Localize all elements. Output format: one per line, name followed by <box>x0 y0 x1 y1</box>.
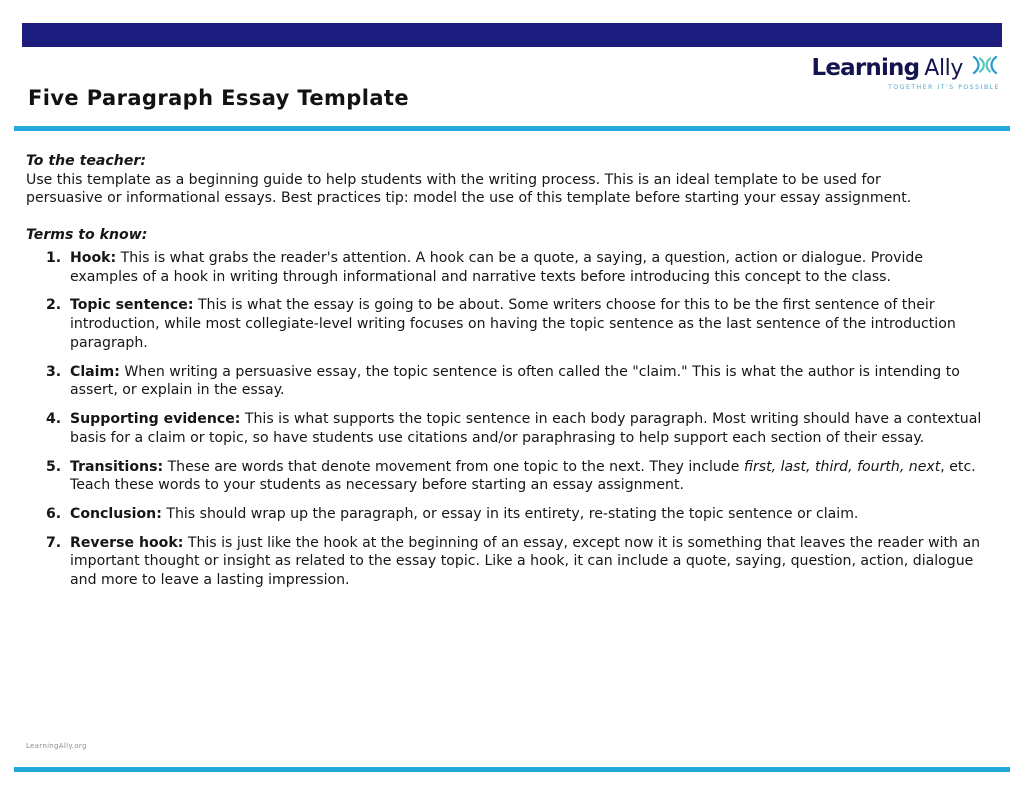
learning-ally-logo <box>811 54 1000 91</box>
list-item <box>26 505 994 524</box>
list-item <box>26 458 994 495</box>
intro-paragraph: Use this template as a beginning guide to help students with the writing process. This is an ideal template to be used for persuasive or informational essays. Best practices tip: model the use of this template before starting your essay assignment. <box>26 171 912 207</box>
sound-wave-icon <box>970 54 1000 79</box>
list-item-term: Topic sentence: <box>70 297 194 314</box>
list-item-number: 6. <box>46 506 62 523</box>
list-item-number: 3. <box>46 363 62 380</box>
list-item-number: 4. <box>46 411 62 428</box>
list-item <box>26 410 994 447</box>
document-body <box>26 152 994 600</box>
list-item-number: 7. <box>46 534 62 551</box>
list-item-body: This is what grabs the reader's attention. A hook can be a quote, a saying, a question, action or dialogue. Provide examples of a hook in writing through informational and narrative texts before introducing this concept to the class. <box>70 249 923 285</box>
terms-list <box>26 249 994 590</box>
list-item-body: When writing a persuasive essay, the topic sentence is often called the "claim." This is what the author is intending to assert, or explain in the essay. <box>70 363 960 399</box>
logo-wordmark <box>811 54 1000 81</box>
list-item-body: This is what supports the topic sentence in each body paragraph. Most writing should have a contextual basis for a claim or topic, so have students use citations and/or paraphrasing to help support each section of their essay. <box>70 411 982 446</box>
list-item-body-italic: first, last, third, fourth, next <box>743 458 941 475</box>
list-item-body: This should wrap up the paragraph, or essay in its entirety, re-stating the topic sentence or claim. <box>161 506 859 523</box>
list-item-term: Supporting evidence: <box>70 411 241 428</box>
list-item <box>26 363 994 400</box>
intro-heading: To the teacher: <box>26 153 146 169</box>
list-item-term: Transitions: <box>70 458 164 475</box>
list-item-body: This is just like the hook at the beginning of an essay, except now it is something that leaves the reader with an important thought or insight as related to the essay topic. Like a hook, it can include a quote, saying, question, action, dialogue and more to leave a lasting impression. <box>70 534 981 589</box>
list-item <box>26 534 994 590</box>
list-item-term: Reverse hook: <box>70 534 184 551</box>
list-item-number: 2. <box>46 297 62 314</box>
terms-heading: Terms to know: <box>26 227 148 244</box>
logo-word-learning: Learning <box>811 55 920 81</box>
list-item <box>26 249 994 286</box>
logo-tagline: TOGETHER IT'S POSSIBLE <box>888 84 1000 91</box>
list-item-term: Conclusion: <box>70 506 162 523</box>
footer-site-label: LearningAlly.org <box>26 742 87 750</box>
header-navy-bar <box>22 23 1002 47</box>
list-item-term: Claim: <box>70 363 120 380</box>
list-item-body-before: These are words that denote movement from one topic to the next. They include <box>163 458 744 475</box>
page-title: Five Paragraph Essay Template <box>28 86 409 110</box>
list-item <box>26 296 994 352</box>
logo-word-ally: Ally <box>924 56 963 81</box>
accent-rule-top <box>14 126 1010 131</box>
accent-rule-bottom <box>14 767 1010 772</box>
list-item-body-after: , etc. Teach these words to your students as necessary before starting an essay assignment. <box>70 458 976 494</box>
list-item-number: 1. <box>46 249 62 266</box>
list-item-body: This is what the essay is going to be about. Some writers choose for this to be the first sentence of their introduction, while most collegiate-level writing focuses on having the topic sentence as the last sentence of the introduction paragraph. <box>70 297 956 351</box>
list-item-term: Hook: <box>70 249 117 266</box>
list-item-number: 5. <box>46 458 62 475</box>
